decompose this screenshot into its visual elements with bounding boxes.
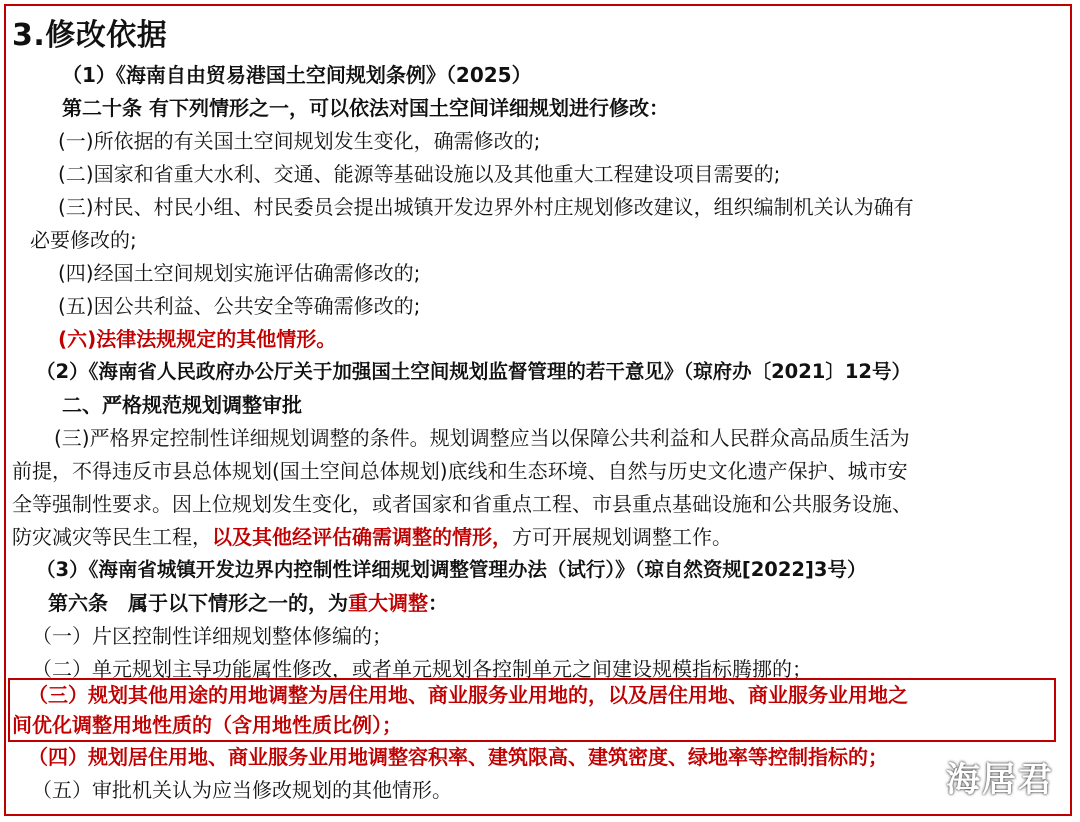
section1-item: (二)国家和省重大水利、交通、能源等基础设施以及其他重大工程建设项目需要的;: [58, 162, 781, 186]
section2-paragraph: 前提，不得违反市县总体规划(国土空间总体规划)底线和生态环境、自然与历史文化遗产保护、城市安: [12, 459, 908, 483]
watermark-logo: 海居君: [946, 760, 1054, 800]
section2-text: 防灾减灾等民生工程，: [12, 525, 212, 549]
section1-item: (五)因公共利益、公共安全等确需修改的;: [58, 294, 421, 318]
section1-item-highlight: (六)法律法规规定的其他情形。: [58, 327, 337, 351]
section3-item-highlight-cont: 间优化调整用地性质的（含用地性质比例）；: [12, 713, 402, 737]
section3-article-text: 第六条 属于以下情形之一的，为: [48, 591, 348, 615]
section2-highlight: 以及其他经评估确需调整的情形，: [212, 525, 512, 549]
section2-paragraph: (三)严格界定控制性详细规划调整的条件。规划调整应当以保障公共利益和人民群众高品质生活为: [54, 426, 910, 450]
page-title: 3.修改依据: [12, 18, 168, 53]
section1-item-cont: 必要修改的;: [30, 228, 137, 252]
section2-subheading: 二、严格规范规划调整审批: [62, 393, 302, 417]
section3-item: （五）审批机关认为应当修改规划的其他情形。: [32, 778, 452, 802]
section3-item-highlight: （三）规划其他用途的用地调整为居住用地、商业服务业用地的，以及居住用地、商业服务业用地之: [28, 683, 908, 707]
section3-item: （一）片区控制性详细规划整体修编的；: [32, 624, 392, 648]
section1-article: 第二十条 有下列情形之一，可以依法对国土空间详细规划进行修改：: [62, 96, 669, 120]
section2-text: 方可开展规划调整工作。: [512, 525, 732, 549]
section3-article-colon: ：: [428, 591, 448, 615]
section1-item: (三)村民、村民小组、村民委员会提出城镇开发边界外村庄规划修改建议，组织编制机关认为确有: [58, 195, 914, 219]
section1-item: (一)所依据的有关国土空间规划发生变化，确需修改的;: [58, 129, 541, 153]
section2-paragraph: 全等强制性要求。因上位规划发生变化，或者国家和省重点工程、市县重点基础设施和公共服务设施、: [12, 492, 912, 516]
section3-item-highlight: （四）规划居住用地、商业服务业用地调整容积率、建筑限高、建筑密度、绿地率等控制指标的；: [28, 745, 888, 769]
section3-item: （二）单元规划主导功能属性修改，或者单元规划各控制单元之间建设规模指标腾挪的；: [32, 657, 812, 681]
section1-item: (四)经国土空间规划实施评估确需修改的;: [58, 261, 421, 285]
section2-heading: （2）《海南省人民政府办公厅关于加强国土空间规划监督管理的若干意见》（琼府办〔2021〕12号）: [36, 360, 911, 383]
section3-heading: （3）《海南省城镇开发边界内控制性详细规划调整管理办法（试行）》（琼自然资规[2022]3号）: [36, 558, 867, 581]
section1-heading: （1）《海南自由贸易港国土空间规划条例》（2025）: [62, 63, 532, 87]
section2-paragraph-last: [12, 522, 732, 552]
section3-article: [48, 588, 448, 618]
section3-article-highlight: 重大调整: [348, 591, 428, 615]
